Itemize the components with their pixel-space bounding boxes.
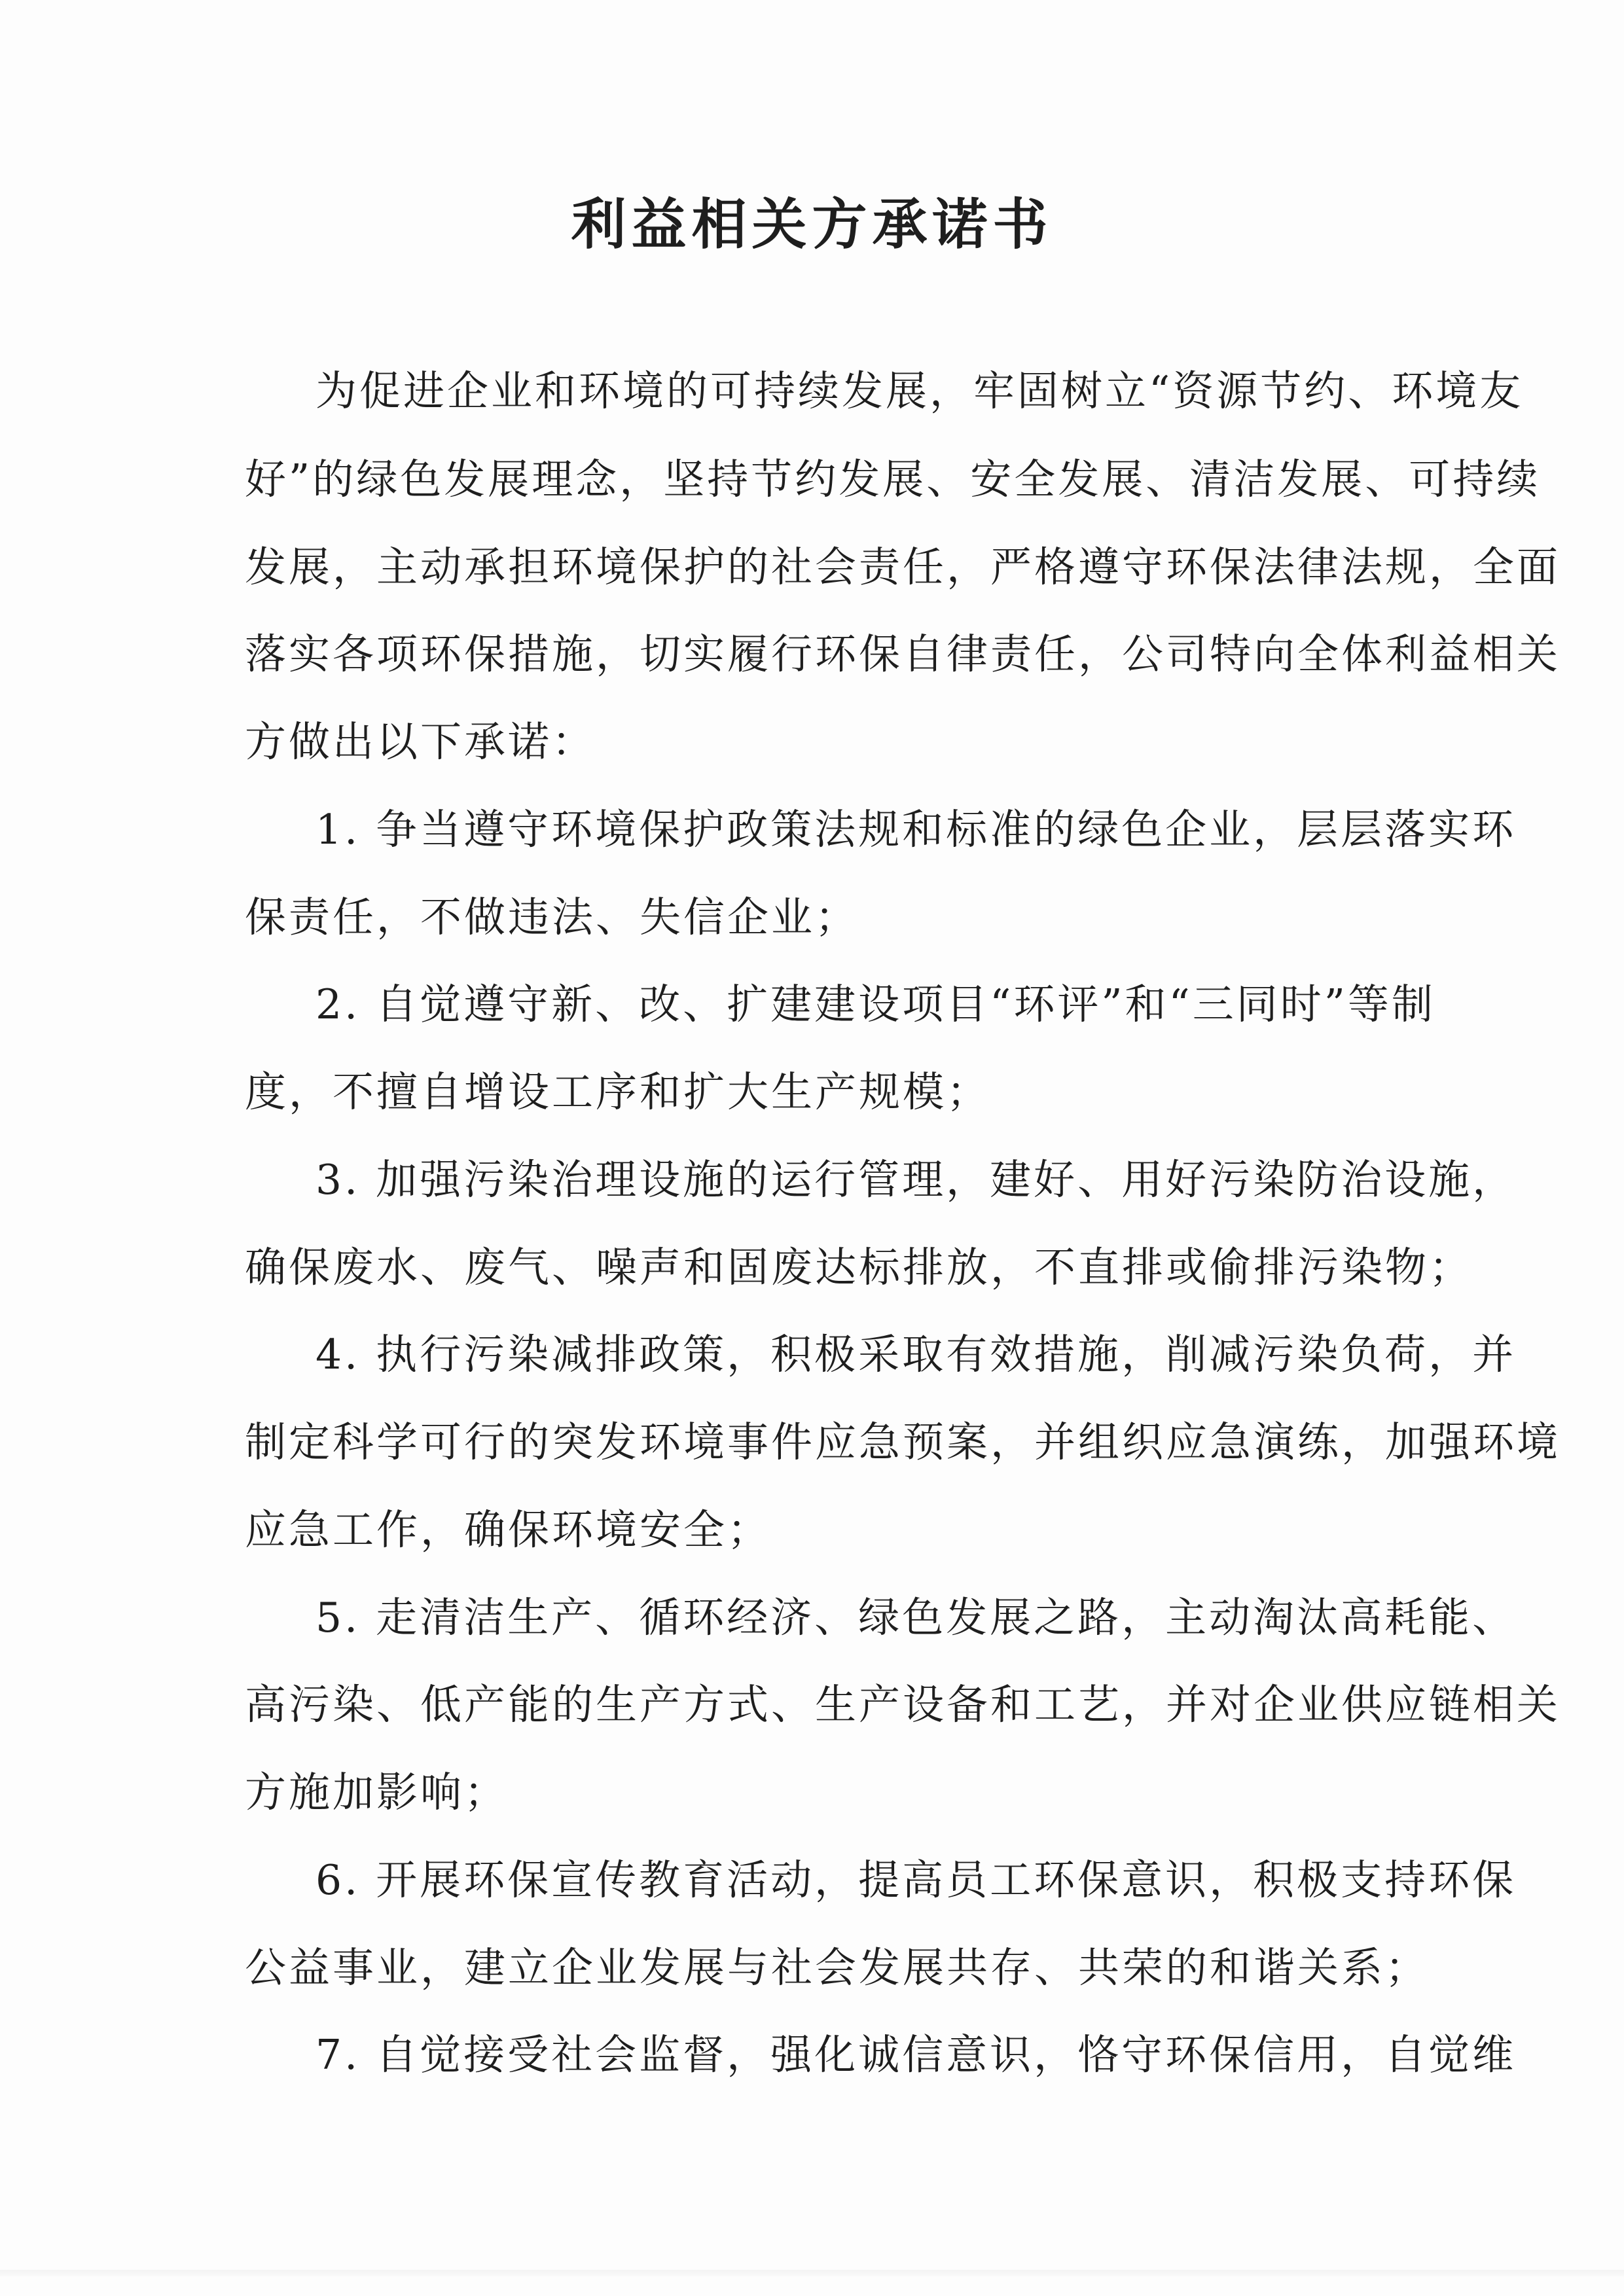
paragraph-line: 方施加影响； [245,1768,508,1816]
paragraph-line: 2. 自觉遵守新、改、扩建建设项目“环评”和“三同时”等制 [316,980,1435,1028]
document-title: 利益相关方承诺书 [571,192,1053,257]
paragraph-line: 1. 争当遵守环境保护政策法规和标准的绿色企业，层层落实环 [316,806,1517,853]
paragraph-line: 确保废水、废气、噪声和固废达标排放，不直排或偷排污染物； [245,1244,1473,1291]
paragraph-line: 5. 走清洁生产、循环经济、绿色发展之路，主动淘汰高耗能、 [316,1594,1517,1641]
paragraph-line: 高污染、低产能的生产方式、生产设备和工艺，并对企业供应链相关 [245,1681,1561,1729]
paragraph-line: 制定科学可行的突发环境事件应急预案，并组织应急演练，加强环境 [245,1418,1561,1466]
paragraph-line: 4. 执行污染减排政策，积极采取有效措施，削减污染负荷，并 [316,1331,1517,1378]
paragraph-line: 发展，主动承担环境保护的社会责任，严格遵守环保法律法规，全面 [245,543,1561,591]
scan-edge-shadow [0,2270,1624,2276]
paragraph-line: 为促进企业和环境的可持续发展，牢固树立“资源节约、环境友 [316,367,1524,415]
paragraph-line: 3. 加强污染治理设施的运行管理，建好、用好污染防治设施， [316,1156,1517,1204]
paragraph-line: 6. 开展环保宣传教育活动，提高员工环保意识，积极支持环保 [316,1856,1517,1904]
paragraph-line: 应急工作，确保环境安全； [245,1506,771,1554]
paragraph-line: 保责任，不做违法、失信企业； [245,893,859,941]
paragraph-line: 度，不擅自增设工序和扩大生产规模； [245,1068,990,1116]
paragraph-line: 方做出以下承诺： [245,718,596,766]
paragraph-line: 7. 自觉接受社会监督，强化诚信意识，恪守环保信用，自觉维 [316,2031,1517,2079]
paragraph-line: 公益事业，建立企业发展与社会发展共存、共荣的和谐关系； [245,1944,1429,1992]
paragraph-line: 落实各项环保措施，切实履行环保自律责任，公司特向全体利益相关 [245,630,1561,678]
paragraph-line: 好”的绿色发展理念，坚持节约发展、安全发展、清洁发展、可持续 [245,456,1541,503]
